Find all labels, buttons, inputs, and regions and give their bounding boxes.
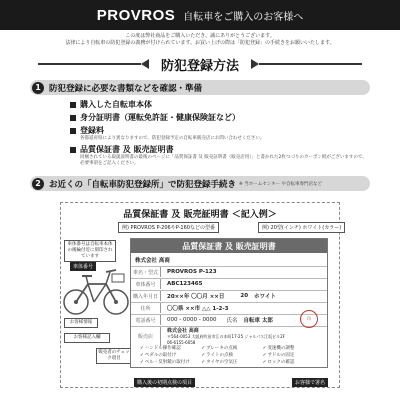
main-title: 防犯登録方法 [161, 58, 240, 74]
step-1-bar [30, 80, 370, 95]
shop-row [131, 326, 327, 346]
title-rule-right [259, 63, 362, 65]
tel-row [131, 314, 327, 325]
check-item: ✓ タイヤの空気圧 [201, 359, 258, 365]
date-value: 20××年 〇〇月 ××日 [167, 294, 225, 300]
step-1-title: 防犯登録に必要な書類などを確認・準備 [49, 83, 203, 94]
customer-fill-label: お客様記入欄 [64, 333, 110, 343]
step-2-title: お近くの「自転車防犯登録所」で防犯登録手続き [49, 179, 237, 190]
store-row [131, 255, 327, 264]
check-item: ✓ ブレーキの点検 [201, 345, 258, 351]
shop-info [167, 327, 285, 346]
brand-logo: PROVROS [96, 6, 176, 24]
shop-label: 販売店 [131, 327, 161, 346]
square-bullet-icon [70, 128, 76, 134]
date-label: 購入年月日 [131, 291, 161, 301]
address-label: 住所 [131, 303, 161, 313]
list-item [70, 112, 370, 123]
intro-line: この度は弊社商品をご購入いただき、誠にありがとうございます。 [125, 33, 275, 39]
chevron-left-icon [141, 59, 149, 69]
intro-line: 法律により自転車の防犯登録の義務が付けられています。お買い上げの際は「防犯登録」の手続きをお願いいたします。 [65, 40, 335, 46]
step-1-items [70, 99, 370, 169]
step-2-bar [30, 176, 370, 191]
header-tagline: 自転車をご購入のお客様へ [183, 11, 304, 23]
header-bar [0, 0, 400, 30]
bicycle-illustration [62, 262, 130, 318]
chevron-right-icon [251, 59, 259, 69]
address-row [131, 302, 327, 313]
item-note: 同梱されている取扱説明書の最後のページに「品質保証書 及 販売証明書（販売店用）」と書かれた2枚つづりのカーボン紙がございますので、必要事項をご記入ください。 [80, 155, 367, 166]
tel-value: 000 - 0000 - 0000 [167, 317, 217, 323]
square-bullet-icon [70, 115, 76, 121]
model-value: PROVROS P-123 [167, 269, 217, 275]
store-name: 株式会社 高商 [135, 257, 170, 264]
check-item: ✓ ハンドル操作確認 [140, 345, 197, 351]
item-title: 身分証明書（運転免許証・健康保険証など） [80, 113, 240, 122]
item-title: 品質保証書 及 販売証明書 [80, 145, 174, 154]
step-2-note: ※ 当ホームセンター や自転車専門店など [239, 181, 322, 187]
frame-value: ABC123465 [167, 281, 203, 287]
size-value: 20 [240, 293, 249, 299]
square-bullet-icon [70, 147, 76, 153]
model-row [131, 266, 327, 277]
list-item [70, 125, 370, 142]
check-item: ✓ 変速機の調整 [263, 345, 320, 351]
size-example-callout: 例) 20型(インチ) ホワイト(カラー) [258, 222, 345, 233]
seal-stamp: 印 [300, 310, 318, 328]
main-title-band [38, 54, 362, 74]
item-note: 各都道府県により異なりますので、防犯登録予定の自転車販売店にお問い合わせください。 [80, 136, 265, 141]
initial-inspection-label: 購入後の初期点検の項目 [134, 378, 195, 387]
step-2-number: 2 [32, 178, 44, 190]
shop-address: 〒564-0053 大阪府吹田市江の木町17-25 ジャルパス江坂ビル2F [167, 334, 285, 339]
form-title: 品質保証書 及 販売証明書 [131, 239, 327, 253]
frame-row [131, 278, 327, 289]
intro-text [0, 33, 400, 47]
color-value: ホワイト [254, 294, 276, 300]
check-item: ✓ ベル・反射鏡の取付け [140, 359, 197, 365]
check-item: ✓ ライトの点検 [201, 352, 258, 358]
list-item [70, 144, 370, 167]
bicycle-icon [62, 262, 130, 318]
list-item [70, 99, 370, 110]
frame-number-location-note: 車体番号は自転車本体の後輪付近に刻印されています [64, 240, 116, 262]
check-item: ✓ サドルの固定 [263, 352, 320, 358]
signature-label: お客様で署名 [292, 378, 328, 387]
item-title: 購入した自転車本体 [80, 100, 152, 109]
frame-number-tag: 車体番号 [70, 262, 96, 271]
model-example-callout: 例) PROVROS P-206やP-160などの型番 [118, 222, 219, 233]
name-value: 自転車 太郎 [243, 318, 273, 324]
square-bullet-icon [70, 102, 76, 108]
seller-check-note: 販売者のチェック項目 [96, 348, 132, 364]
name-label: 氏名 [226, 318, 238, 324]
frame-label: 車体番号 [131, 279, 161, 289]
title-rule-left [38, 63, 141, 65]
shop-name: 株式会社 高商 [167, 328, 199, 334]
check-item: ✓ ペダルの取付け [140, 352, 197, 358]
address-value: 〇〇県 ××市 △△ 1-2-3 [167, 306, 229, 312]
step-1-number: 1 [32, 82, 44, 94]
certificate-example-title: 品質保証書 及 販売証明書 ＜記入例＞ [123, 210, 277, 220]
model-label: 車名・型式 [131, 267, 161, 277]
check-item: ✓ ロックの確認 [263, 359, 320, 365]
inspection-checklist [140, 345, 320, 365]
shop-tel: 06-6155-6058 [167, 340, 196, 345]
date-row [131, 290, 327, 301]
customer-info-label: お客様情報 [64, 318, 98, 328]
item-title: 登録料 [80, 126, 104, 135]
tel-label: 電話番号 [131, 315, 161, 325]
